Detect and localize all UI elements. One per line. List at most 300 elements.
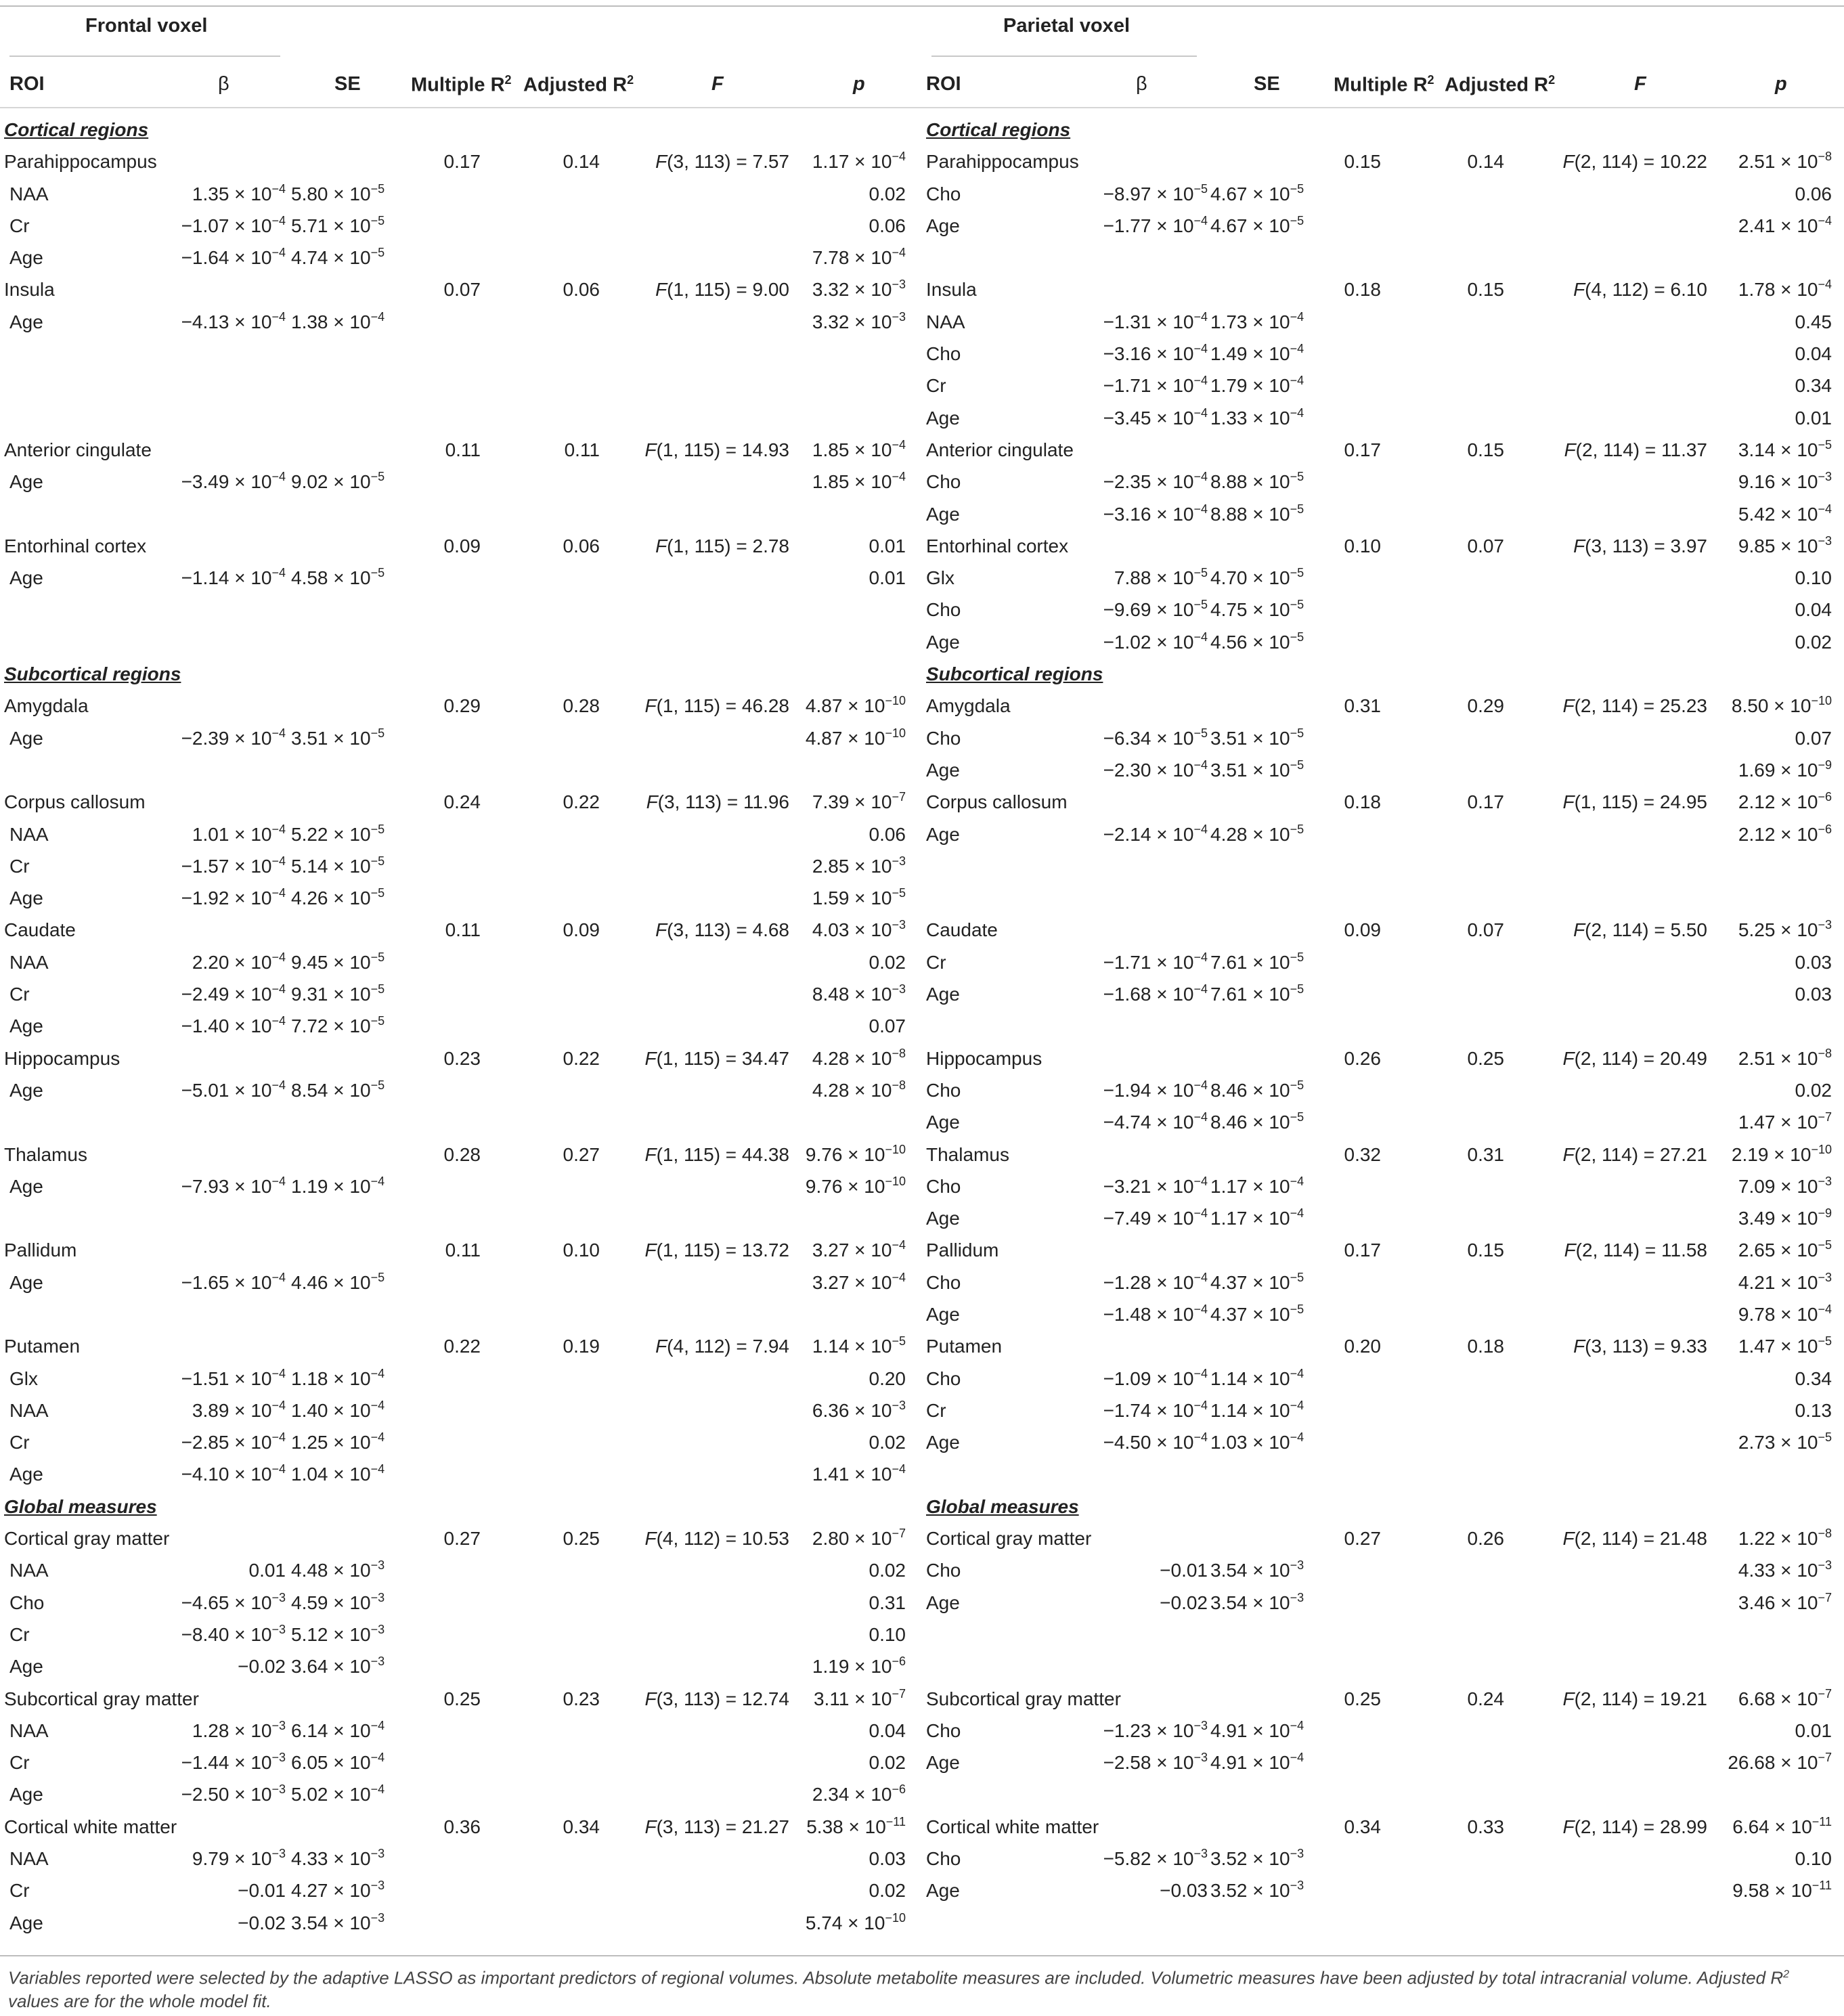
se-value: $1.17 \times 10^{-4}$ <box>1210 1174 1304 1197</box>
predictor-row <box>0 1426 922 1458</box>
se-value: $8.54 \times 10^{-5}$ <box>291 1078 385 1101</box>
p-value: $2.12 \times 10^{-6}$ <box>1738 790 1832 813</box>
f-statistic: F(1, 115) = 2.78 <box>655 535 789 556</box>
f-statistic: F(3, 113) = 12.74 <box>644 1688 789 1709</box>
roi-name: Caudate <box>926 919 998 941</box>
p-value: $4.03 \times 10^{-3}$ <box>812 918 906 941</box>
f-statistic: F(3, 113) = 9.33 <box>1573 1336 1707 1357</box>
p-value: $2.51 \times 10^{-8}$ <box>1738 1046 1832 1069</box>
se-value: $3.51 \times 10^{-5}$ <box>291 726 385 749</box>
predictor-name: Cr <box>9 855 30 877</box>
section-header-row <box>0 1491 922 1522</box>
predictor-name: Cr <box>9 1623 30 1645</box>
p-value: 0.06 <box>869 215 906 236</box>
multiple-r2-value: 0.11 <box>445 439 481 460</box>
p-value: 0.31 <box>869 1592 906 1613</box>
beta-value: $-7.49 \times 10^{-4}$ <box>1103 1206 1208 1229</box>
predictor-row <box>0 1458 922 1490</box>
roi-name: Corpus callosum <box>926 791 1068 813</box>
se-value: $4.48 \times 10^{-3}$ <box>291 1558 385 1581</box>
predictor-row <box>0 1875 922 1906</box>
predictor-row <box>0 1170 922 1202</box>
predictor-row <box>0 178 922 210</box>
p-value: $2.65 \times 10^{-5}$ <box>1738 1238 1832 1261</box>
predictor-name: Cho <box>926 1079 961 1101</box>
p-value: $8.48 \times 10^{-3}$ <box>812 982 906 1005</box>
se-value: $4.58 \times 10^{-5}$ <box>291 566 385 589</box>
se-value: $1.79 \times 10^{-4}$ <box>1210 374 1304 397</box>
f-statistic: F(1, 115) = 34.47 <box>644 1047 789 1069</box>
predictor-row <box>922 1587 1844 1619</box>
p-value: $1.59 \times 10^{-5}$ <box>812 886 906 909</box>
predictor-name: NAA <box>926 311 965 332</box>
se-value: $6.14 \times 10^{-4}$ <box>291 1718 385 1741</box>
predictor-name: Glx <box>9 1367 38 1389</box>
predictor-name: Age <box>926 407 960 429</box>
predictor-name: Cho <box>926 1271 961 1293</box>
se-value: $1.19 \times 10^{-4}$ <box>291 1174 385 1197</box>
adjusted-r2-value: 0.31 <box>1467 1143 1504 1165</box>
p-value: 0.01 <box>1795 407 1832 429</box>
beta-value: $-1.77 \times 10^{-4}$ <box>1103 213 1208 236</box>
adjusted-r2-value: 0.25 <box>563 1528 600 1550</box>
predictor-row <box>922 178 1844 210</box>
adjusted-r2-value: 0.18 <box>1467 1336 1504 1357</box>
predictor-name: Age <box>926 1432 960 1453</box>
se-value: $3.54 \times 10^{-3}$ <box>291 1910 385 1933</box>
roi-name: Putamen <box>4 1336 81 1357</box>
p-value: 0.03 <box>1795 951 1832 973</box>
multiple-r2-value: 0.17 <box>1344 1240 1381 1261</box>
predictor-name: Age <box>926 631 960 653</box>
predictor-row <box>922 978 1844 1010</box>
beta-value: $-2.39 \times 10^{-4}$ <box>181 726 286 749</box>
roi-name: Insula <box>4 279 55 301</box>
predictor-row <box>922 1426 1844 1458</box>
adjusted-r2-value: 0.34 <box>563 1816 600 1837</box>
adjusted-r2-value: 0.06 <box>563 279 600 301</box>
predictor-row <box>0 562 922 594</box>
beta-value: $1.01 \times 10^{-4}$ <box>192 822 286 845</box>
adjusted-r2-value: 0.09 <box>563 919 600 941</box>
beta-value: $-4.65 \times 10^{-3}$ <box>181 1590 286 1613</box>
beta-value: $-1.51 \times 10^{-4}$ <box>181 1366 286 1389</box>
se-value: $4.56 \times 10^{-5}$ <box>1210 630 1304 653</box>
section-header-row <box>0 114 922 146</box>
predictor-row <box>0 882 922 914</box>
roi-row <box>922 1330 1844 1362</box>
adjusted-r2-value: 0.15 <box>1467 439 1504 460</box>
predictor-name: Age <box>9 1271 43 1293</box>
multiple-r2-value: 0.27 <box>1344 1528 1381 1550</box>
predictor-row <box>0 242 922 273</box>
adjusted-r2-value: 0.10 <box>563 1240 600 1261</box>
se-value: $5.71 \times 10^{-5}$ <box>291 213 385 236</box>
f-statistic: F(2, 114) = 11.58 <box>1564 1240 1707 1261</box>
predictor-name: Age <box>9 247 43 269</box>
beta-value: $-1.68 \times 10^{-4}$ <box>1103 982 1208 1005</box>
roi-name: Putamen <box>926 1336 1003 1357</box>
se-value: $8.46 \times 10^{-5}$ <box>1210 1078 1304 1101</box>
f-statistic: F(1, 115) = 44.38 <box>644 1143 789 1165</box>
multiple-r2-value: 0.20 <box>1344 1336 1381 1357</box>
se-value: $7.61 \times 10^{-5}$ <box>1210 950 1304 973</box>
adjusted-r2-value: 0.15 <box>1467 1240 1504 1261</box>
beta-value: $-1.44 \times 10^{-3}$ <box>181 1751 286 1774</box>
p-value: 0.45 <box>1795 311 1832 332</box>
beta-value: $-3.49 \times 10^{-4}$ <box>181 470 286 493</box>
se-value: $1.49 \times 10^{-4}$ <box>1210 342 1304 365</box>
se-value: $3.54 \times 10^{-3}$ <box>1210 1558 1304 1581</box>
roi-row <box>922 1139 1844 1170</box>
predictor-row <box>922 722 1844 754</box>
predictor-row <box>922 1363 1844 1395</box>
beta-value: −0.01 <box>238 1880 286 1902</box>
multiple-r2-value: 0.23 <box>443 1047 481 1069</box>
predictor-name: Age <box>926 503 960 525</box>
spacer-row <box>922 1458 1844 1490</box>
f-statistic: F(2, 114) = 10.22 <box>1562 151 1707 173</box>
se-value: $4.75 \times 10^{-5}$ <box>1210 598 1304 621</box>
roi-row <box>0 1139 922 1170</box>
predictor-name: Age <box>926 1592 960 1613</box>
predictor-row <box>922 1395 1844 1426</box>
p-value: $2.51 \times 10^{-8}$ <box>1738 150 1832 173</box>
spacer-row <box>0 498 922 530</box>
se-value: $4.59 \times 10^{-3}$ <box>291 1590 385 1613</box>
predictor-name: Age <box>926 984 960 1005</box>
multiple-r2-value: 0.11 <box>445 919 481 941</box>
header-adjusted-r2: Adjusted $R^2$ <box>523 73 634 96</box>
se-value: $4.74 \times 10^{-5}$ <box>291 246 385 269</box>
p-value: 0.01 <box>1795 1719 1832 1741</box>
predictor-row <box>922 946 1844 978</box>
spacer-row <box>922 1778 1844 1810</box>
roi-name: Pallidum <box>926 1240 999 1261</box>
roi-name: Subcortical gray matter <box>4 1688 199 1709</box>
frontal-voxel-column <box>0 114 922 1939</box>
se-value: $4.91 \times 10^{-4}$ <box>1210 1718 1304 1741</box>
predictor-row <box>0 978 922 1010</box>
beta-value: $-5.82 \times 10^{-3}$ <box>1103 1847 1208 1870</box>
se-value: $7.72 \times 10^{-5}$ <box>291 1014 385 1037</box>
spacer-row <box>0 338 922 370</box>
predictor-name: Cr <box>926 951 946 973</box>
predictor-name: Cho <box>926 1560 961 1581</box>
multiple-r2-value: 0.09 <box>443 535 481 556</box>
predictor-name: Age <box>9 888 43 909</box>
predictor-name: Age <box>9 1912 43 1933</box>
p-value: 0.10 <box>1795 567 1832 589</box>
adjusted-r2-value: 0.33 <box>1467 1816 1504 1837</box>
predictor-name: Glx <box>926 567 954 589</box>
section-header-row <box>922 658 1844 690</box>
predictor-row <box>922 1875 1844 1906</box>
p-value: $1.22 \times 10^{-8}$ <box>1738 1527 1832 1550</box>
multiple-r2-value: 0.28 <box>443 1143 481 1165</box>
predictor-name: NAA <box>9 183 49 204</box>
predictor-row <box>0 1619 922 1650</box>
predictor-name: Cho <box>926 1719 961 1741</box>
se-value: $4.46 \times 10^{-5}$ <box>291 1270 385 1293</box>
p-value: $3.27 \times 10^{-4}$ <box>812 1238 906 1261</box>
se-value: $9.02 \times 10^{-5}$ <box>291 470 385 493</box>
adjusted-r2-value: 0.14 <box>563 151 600 173</box>
multiple-r2-value: 0.11 <box>445 1240 481 1261</box>
roi-row <box>0 530 922 562</box>
spacer-row <box>922 1010 1844 1042</box>
beta-value: $-8.97 \times 10^{-5}$ <box>1103 181 1208 204</box>
roi-row <box>922 786 1844 818</box>
beta-value: $-9.69 \times 10^{-5}$ <box>1103 598 1208 621</box>
f-statistic: F(2, 114) = 20.49 <box>1562 1047 1707 1069</box>
beta-value: $-4.10 \times 10^{-4}$ <box>181 1462 286 1485</box>
frontal-group-rule <box>9 56 280 57</box>
beta-value: $-1.71 \times 10^{-4}$ <box>1103 950 1208 973</box>
predictor-row <box>922 626 1844 658</box>
spacer-row <box>922 882 1844 914</box>
se-value: $4.28 \times 10^{-5}$ <box>1210 822 1304 845</box>
section-header-row <box>922 1491 1844 1522</box>
p-value: $2.34 \times 10^{-6}$ <box>812 1782 906 1805</box>
predictor-name: Cho <box>926 343 961 365</box>
beta-value: $-2.14 \times 10^{-4}$ <box>1103 822 1208 845</box>
p-value: $9.76 \times 10^{-10}$ <box>805 1142 906 1165</box>
header-roi: ROI <box>9 73 45 95</box>
roi-name: Cortical gray matter <box>4 1528 170 1550</box>
p-value: 0.04 <box>1795 599 1832 621</box>
se-value: $4.91 \times 10^{-4}$ <box>1210 1751 1304 1774</box>
beta-value: 0.01 <box>248 1560 286 1581</box>
predictor-name: Age <box>9 1784 43 1805</box>
beta-value: $9.79 \times 10^{-3}$ <box>192 1847 286 1870</box>
se-value: $4.70 \times 10^{-5}$ <box>1210 566 1304 589</box>
roi-row <box>922 434 1844 466</box>
header-p: p <box>853 73 865 95</box>
multiple-r2-value: 0.18 <box>1344 791 1381 813</box>
se-value: $1.03 \times 10^{-4}$ <box>1210 1430 1304 1453</box>
se-value: $3.51 \times 10^{-5}$ <box>1210 758 1304 781</box>
predictor-row <box>0 1907 922 1939</box>
predictor-row <box>0 1715 922 1747</box>
roi-name: Entorhinal cortex <box>4 535 147 556</box>
se-value: $5.12 \times 10^{-3}$ <box>291 1622 385 1645</box>
beta-value: $-1.02 \times 10^{-4}$ <box>1103 630 1208 653</box>
multiple-r2-value: 0.15 <box>1344 151 1381 173</box>
roi-row <box>922 914 1844 946</box>
predictor-row <box>0 1650 922 1682</box>
section-title: Cortical regions <box>926 119 1071 140</box>
multiple-r2-value: 0.22 <box>443 1336 481 1357</box>
predictor-name: NAA <box>9 1399 49 1421</box>
adjusted-r2-value: 0.26 <box>1467 1528 1504 1550</box>
header-f: F <box>711 73 724 95</box>
p-value: 0.01 <box>869 567 906 589</box>
predictor-row <box>922 1170 1844 1202</box>
p-value: 0.03 <box>869 1848 906 1870</box>
p-value: $5.42 \times 10^{-4}$ <box>1738 502 1832 525</box>
spacer-row <box>922 1619 1844 1650</box>
predictor-name: NAA <box>9 823 49 845</box>
beta-value: $-1.09 \times 10^{-4}$ <box>1103 1366 1208 1389</box>
p-value: $2.73 \times 10^{-5}$ <box>1738 1430 1832 1453</box>
p-value: $6.36 \times 10^{-3}$ <box>812 1398 906 1421</box>
beta-value: $-6.34 \times 10^{-5}$ <box>1103 726 1208 749</box>
roi-name: Pallidum <box>4 1240 77 1261</box>
f-statistic: F(3, 113) = 3.97 <box>1573 535 1707 556</box>
se-value: $8.88 \times 10^{-5}$ <box>1210 470 1304 493</box>
beta-value: $-3.16 \times 10^{-4}$ <box>1103 502 1208 525</box>
p-value: 0.20 <box>869 1367 906 1389</box>
predictor-row <box>922 1202 1844 1234</box>
se-value: $1.04 \times 10^{-4}$ <box>291 1462 385 1485</box>
predictor-name: Age <box>9 1015 43 1037</box>
predictor-name: Age <box>926 1112 960 1133</box>
f-statistic: F(2, 114) = 27.21 <box>1562 1143 1707 1165</box>
roi-name: Cortical white matter <box>926 1816 1099 1837</box>
se-value: $5.14 \times 10^{-5}$ <box>291 854 385 877</box>
predictor-row <box>0 210 922 242</box>
se-value: $4.37 \times 10^{-5}$ <box>1210 1270 1304 1293</box>
header-adjusted-r2: Adjusted $R^2$ <box>1445 73 1556 96</box>
f-statistic: F(2, 114) = 11.37 <box>1564 439 1707 460</box>
multiple-r2-value: 0.17 <box>1344 439 1381 460</box>
p-value: 0.02 <box>869 1752 906 1774</box>
predictor-name: Age <box>9 1656 43 1678</box>
roi-row <box>922 1234 1844 1266</box>
se-value: $5.22 \times 10^{-5}$ <box>291 822 385 845</box>
beta-value: $-1.71 \times 10^{-4}$ <box>1103 374 1208 397</box>
predictor-name: Age <box>9 311 43 332</box>
predictor-row <box>0 1363 922 1395</box>
predictor-row <box>0 1554 922 1586</box>
beta-value: $-1.92 \times 10^{-4}$ <box>181 886 286 909</box>
se-value: $1.73 \times 10^{-4}$ <box>1210 309 1304 332</box>
adjusted-r2-value: 0.19 <box>563 1336 600 1357</box>
f-statistic: F(1, 115) = 46.28 <box>644 695 789 717</box>
roi-row <box>922 690 1844 722</box>
predictor-name: Cr <box>9 1880 30 1902</box>
predictor-row <box>0 850 922 882</box>
se-value: $3.64 \times 10^{-3}$ <box>291 1655 385 1678</box>
roi-row <box>0 690 922 722</box>
p-value: $4.87 \times 10^{-10}$ <box>805 726 906 749</box>
p-value: $2.80 \times 10^{-7}$ <box>812 1527 906 1550</box>
adjusted-r2-value: 0.28 <box>563 695 600 717</box>
predictor-name: Age <box>9 471 43 493</box>
predictor-row <box>922 498 1844 530</box>
beta-value: −0.01 <box>1160 1560 1208 1581</box>
roi-name: Anterior cingulate <box>4 439 152 460</box>
predictor-name: Cr <box>926 375 946 397</box>
spacer-row <box>0 754 922 786</box>
predictor-row <box>922 1715 1844 1747</box>
roi-row <box>0 1234 922 1266</box>
spacer-row <box>0 1106 922 1138</box>
beta-value: $-4.13 \times 10^{-4}$ <box>181 309 286 332</box>
predictor-name: NAA <box>9 1848 49 1870</box>
p-value: $1.47 \times 10^{-7}$ <box>1738 1110 1832 1133</box>
spacer-row <box>0 1202 922 1234</box>
se-value: $6.05 \times 10^{-4}$ <box>291 1751 385 1774</box>
se-value: $1.17 \times 10^{-4}$ <box>1210 1206 1304 1229</box>
roi-row <box>0 1683 922 1715</box>
multiple-r2-value: 0.32 <box>1344 1143 1381 1165</box>
p-value: $1.69 \times 10^{-9}$ <box>1738 758 1832 781</box>
p-value: $3.32 \times 10^{-3}$ <box>812 309 906 332</box>
predictor-row <box>0 722 922 754</box>
p-value: $3.46 \times 10^{-7}$ <box>1738 1590 1832 1613</box>
p-value: 0.02 <box>869 951 906 973</box>
f-statistic: F(4, 112) = 7.94 <box>655 1336 789 1357</box>
roi-name: Cortical white matter <box>4 1816 177 1837</box>
p-value: 0.02 <box>1795 631 1832 653</box>
f-statistic: F(2, 114) = 5.50 <box>1573 919 1707 941</box>
beta-value: $-3.16 \times 10^{-4}$ <box>1103 342 1208 365</box>
beta-value: $-1.28 \times 10^{-4}$ <box>1103 1270 1208 1293</box>
p-value: 0.06 <box>869 823 906 845</box>
beta-value: $1.28 \times 10^{-3}$ <box>192 1718 286 1741</box>
p-value: $5.25 \times 10^{-3}$ <box>1738 918 1832 941</box>
se-value: $1.38 \times 10^{-4}$ <box>291 309 385 332</box>
multiple-r2-value: 0.18 <box>1344 279 1381 301</box>
p-value: $3.27 \times 10^{-4}$ <box>812 1270 906 1293</box>
roi-row <box>0 434 922 466</box>
p-value: $1.47 \times 10^{-5}$ <box>1738 1334 1832 1357</box>
beta-value: $-3.45 \times 10^{-4}$ <box>1103 406 1208 429</box>
roi-name: Corpus callosum <box>4 791 146 813</box>
roi-name: Subcortical gray matter <box>926 1688 1121 1709</box>
adjusted-r2-value: 0.25 <box>1467 1047 1504 1069</box>
roi-name: Hippocampus <box>926 1047 1042 1069</box>
predictor-name: NAA <box>9 1560 49 1581</box>
predictor-row <box>0 1395 922 1426</box>
se-value: $1.18 \times 10^{-4}$ <box>291 1366 385 1389</box>
parietal-group-rule <box>931 56 1197 57</box>
predictor-name: NAA <box>9 1719 49 1741</box>
multiple-r2-value: 0.31 <box>1344 695 1381 717</box>
p-value: 0.01 <box>869 535 906 556</box>
section-title: Global measures <box>926 1495 1079 1517</box>
predictor-name: Cho <box>926 471 961 493</box>
beta-value: $-2.50 \times 10^{-3}$ <box>181 1782 286 1805</box>
p-value: $4.28 \times 10^{-8}$ <box>812 1078 906 1101</box>
multiple-r2-value: 0.36 <box>443 1816 481 1837</box>
se-value: $1.14 \times 10^{-4}$ <box>1210 1398 1304 1421</box>
roi-row <box>922 1043 1844 1074</box>
header-bottom-rule <box>0 107 1844 108</box>
predictor-row <box>0 1267 922 1298</box>
roi-name: Insula <box>926 279 977 301</box>
predictor-name: Cr <box>926 1399 946 1421</box>
p-value: 0.06 <box>1795 183 1832 204</box>
roi-name: Parahippocampus <box>4 151 157 173</box>
f-statistic: F(2, 114) = 21.48 <box>1562 1528 1707 1550</box>
p-value: 0.04 <box>1795 343 1832 365</box>
p-value: $3.11 \times 10^{-7}$ <box>813 1686 906 1709</box>
beta-value: $-2.58 \times 10^{-3}$ <box>1103 1751 1208 1774</box>
f-statistic: F(2, 114) = 19.21 <box>1562 1688 1707 1709</box>
predictor-row <box>922 1106 1844 1138</box>
predictor-row <box>0 306 922 338</box>
predictor-name: Age <box>926 1208 960 1229</box>
p-value: $26.68 \times 10^{-7}$ <box>1728 1751 1832 1774</box>
beta-value: $-7.93 \times 10^{-4}$ <box>181 1174 286 1197</box>
predictor-name: Cho <box>926 183 961 204</box>
spacer-row <box>922 242 1844 273</box>
spacer-row <box>0 1298 922 1330</box>
beta-value: $-2.35 \times 10^{-4}$ <box>1103 470 1208 493</box>
